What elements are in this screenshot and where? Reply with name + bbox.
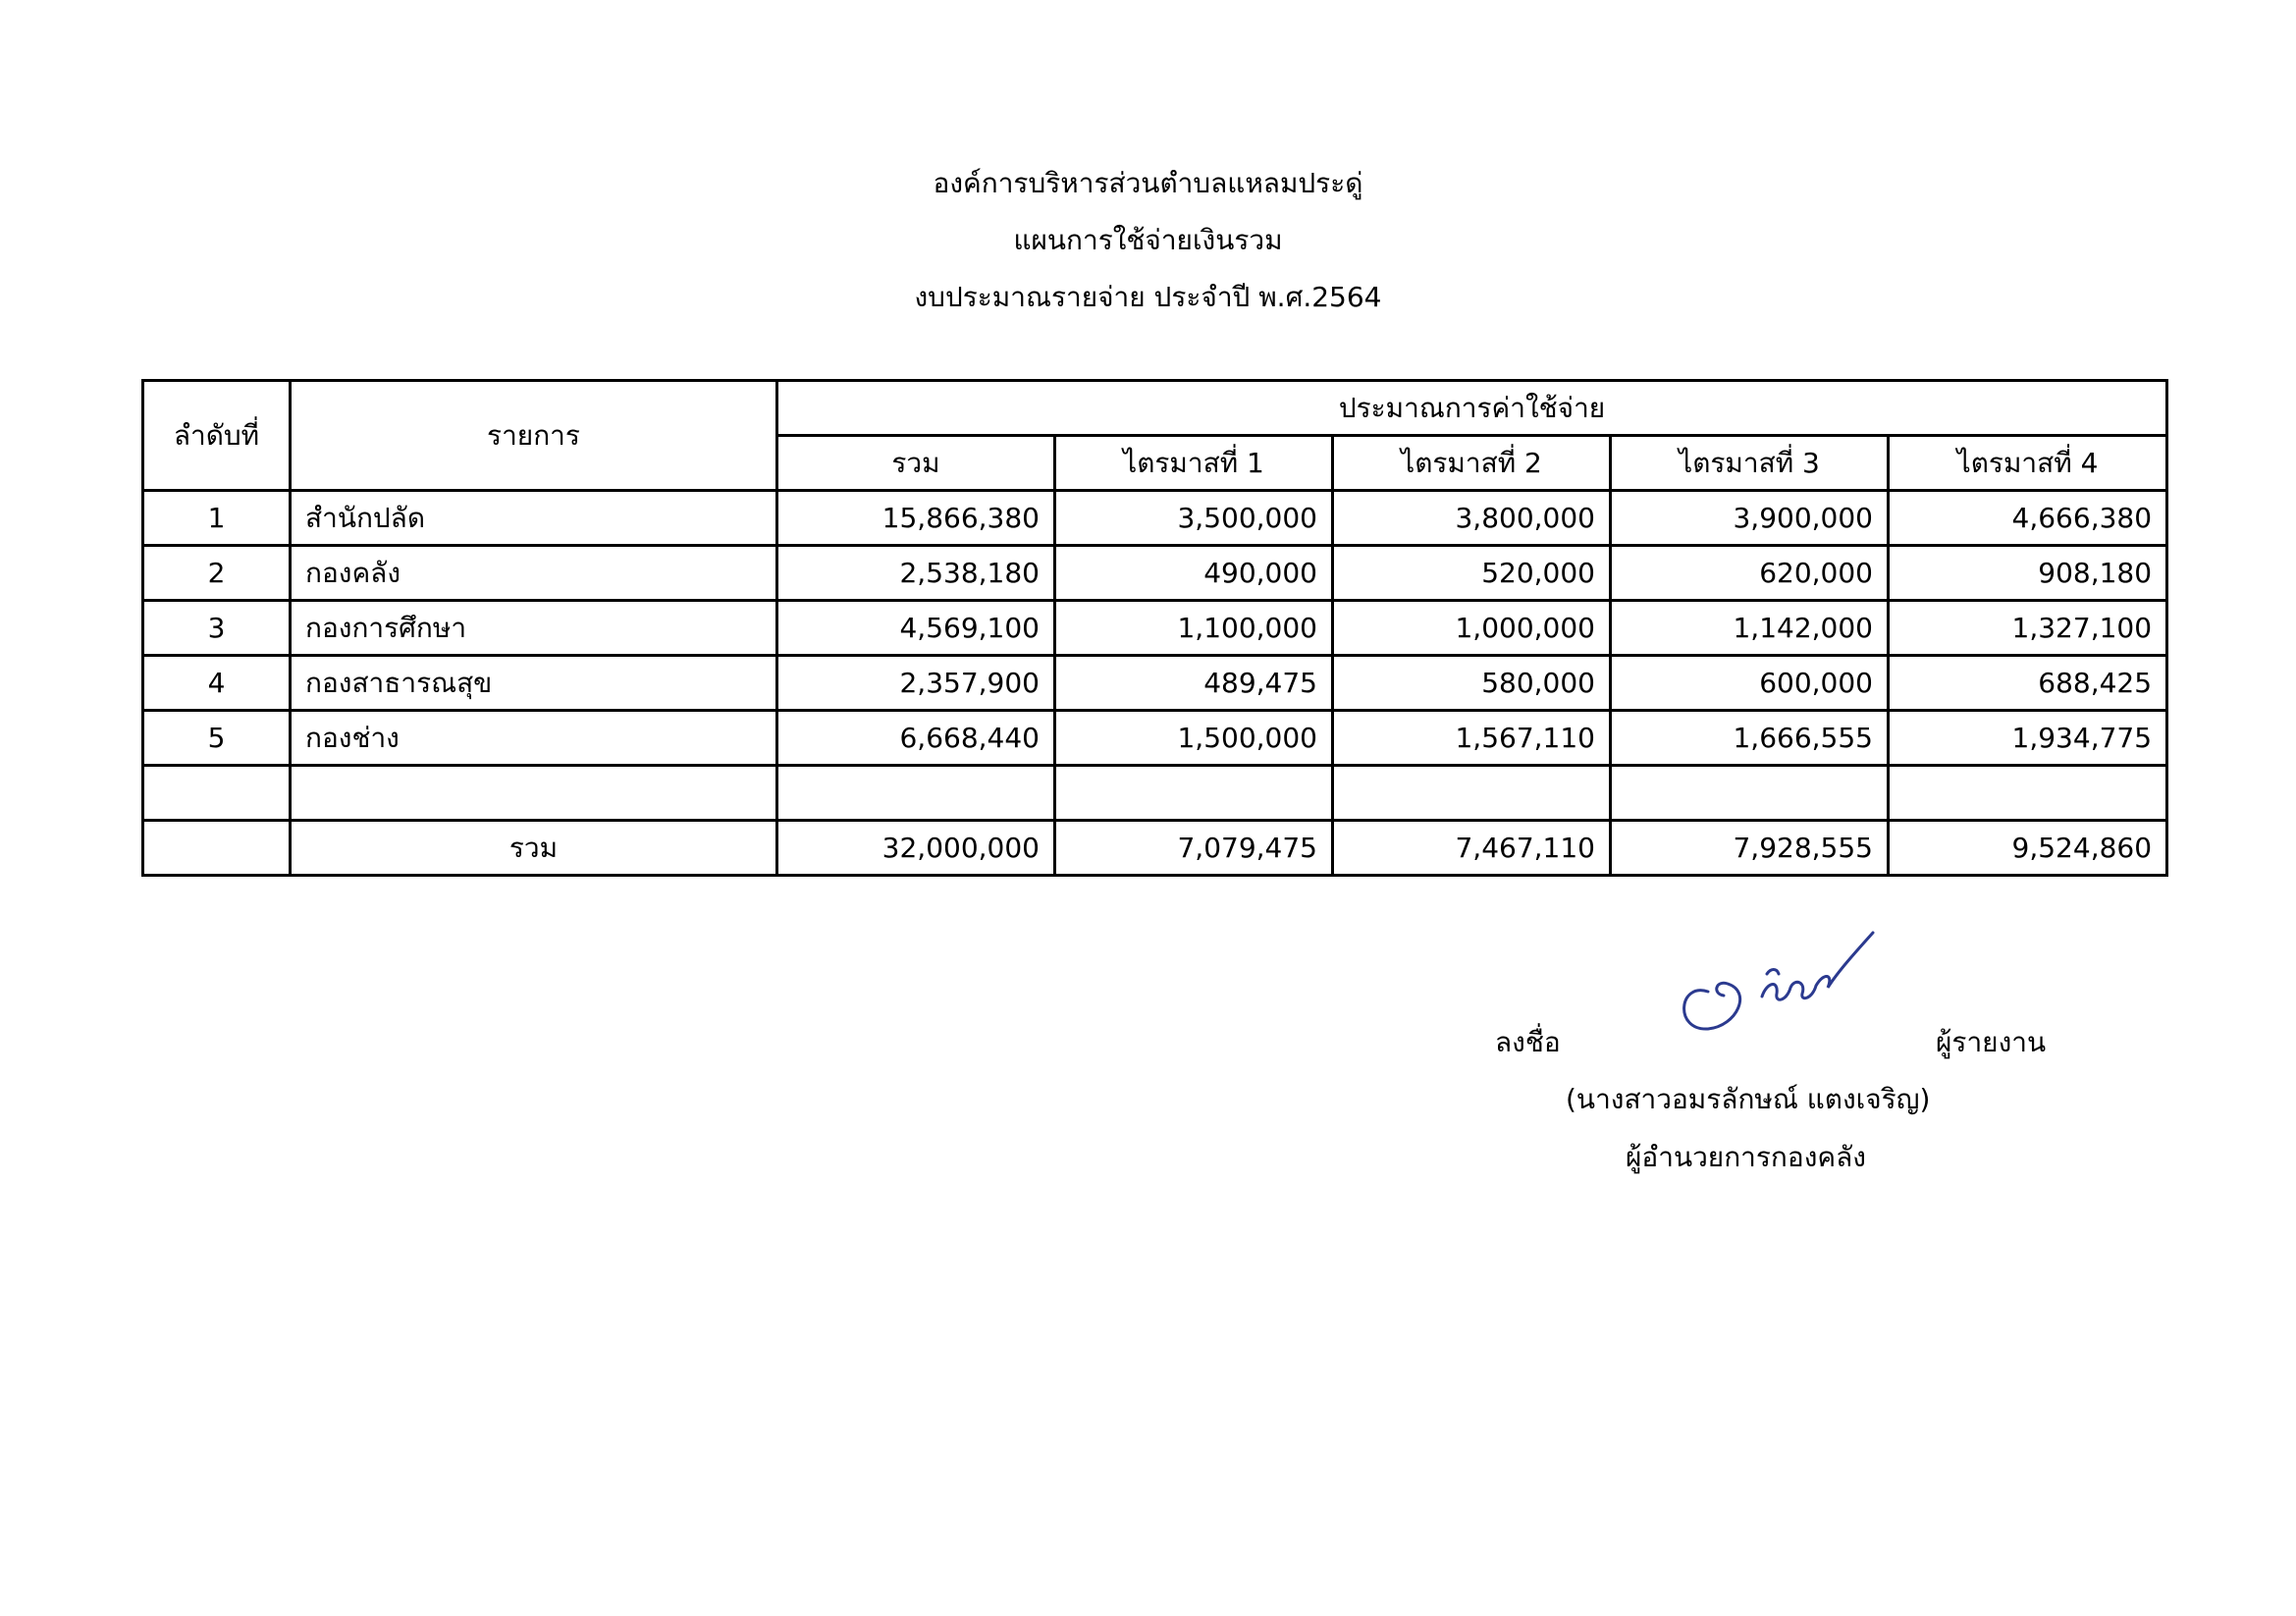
col-header-total: รวม xyxy=(777,436,1055,491)
row-total: 4,569,100 xyxy=(777,601,1055,656)
row-q2: 3,800,000 xyxy=(1333,491,1611,546)
row-item: สำนักปลัด xyxy=(291,491,777,546)
row-total: 2,357,900 xyxy=(777,656,1055,711)
row-item: กองช่าง xyxy=(291,711,777,766)
col-header-no: ลำดับที่ xyxy=(143,381,291,491)
summary-q1: 7,079,475 xyxy=(1055,821,1333,876)
row-q3: 620,000 xyxy=(1611,546,1889,601)
row-q2: 520,000 xyxy=(1333,546,1611,601)
col-header-q2: ไตรมาสที่ 2 xyxy=(1333,436,1611,491)
row-total xyxy=(777,766,1055,821)
row-no: 3 xyxy=(143,601,291,656)
row-q4: 1,934,775 xyxy=(1889,711,2167,766)
row-q4: 908,180 xyxy=(1889,546,2167,601)
summary-q4: 9,524,860 xyxy=(1889,821,2167,876)
row-q3: 3,900,000 xyxy=(1611,491,1889,546)
row-q2: 580,000 xyxy=(1333,656,1611,711)
row-total: 6,668,440 xyxy=(777,711,1055,766)
row-q4 xyxy=(1889,766,2167,821)
col-header-q1: ไตรมาสที่ 1 xyxy=(1055,436,1333,491)
row-no: 4 xyxy=(143,656,291,711)
org-name: องค์การบริหารส่วนตำบลแหลมประดู่ xyxy=(933,167,1363,199)
row-q3: 1,666,555 xyxy=(1611,711,1889,766)
table-row xyxy=(143,711,2167,766)
col-header-q3: ไตรมาสที่ 3 xyxy=(1611,436,1889,491)
row-q1: 490,000 xyxy=(1055,546,1333,601)
document-subtitle: งบประมาณรายจ่าย ประจำปี พ.ศ.2564 xyxy=(914,281,1382,313)
row-item: กองการศึกษา xyxy=(291,601,777,656)
row-q4: 1,327,100 xyxy=(1889,601,2167,656)
summary-blank xyxy=(143,821,291,876)
row-total: 15,866,380 xyxy=(777,491,1055,546)
budget-table xyxy=(141,379,2168,877)
summary-label: รวม xyxy=(291,821,777,876)
row-q1: 3,500,000 xyxy=(1055,491,1333,546)
summary-q2: 7,467,110 xyxy=(1333,821,1611,876)
row-item: กองคลัง xyxy=(291,546,777,601)
row-no: 5 xyxy=(143,711,291,766)
signer-position: ผู้อำนวยการกองคลัง xyxy=(1626,1141,1866,1173)
row-q2: 1,567,110 xyxy=(1333,711,1611,766)
sign-label: ลงชื่อ xyxy=(1495,1026,1561,1058)
row-total: 2,538,180 xyxy=(777,546,1055,601)
summary-row xyxy=(143,821,2167,876)
table-row xyxy=(143,491,2167,546)
document-header xyxy=(0,155,2296,326)
table-row xyxy=(143,546,2167,601)
row-no: 1 xyxy=(143,491,291,546)
row-no: 2 xyxy=(143,546,291,601)
row-q2 xyxy=(1333,766,1611,821)
handwritten-signature xyxy=(1669,923,1885,1050)
col-header-group: ประมาณการค่าใช้จ่าย xyxy=(777,381,2167,436)
col-header-item: รายการ xyxy=(291,381,777,491)
row-q3: 600,000 xyxy=(1611,656,1889,711)
row-q3: 1,142,000 xyxy=(1611,601,1889,656)
row-q3 xyxy=(1611,766,1889,821)
table-row-empty xyxy=(143,766,2167,821)
row-q1: 1,500,000 xyxy=(1055,711,1333,766)
summary-total: 32,000,000 xyxy=(777,821,1055,876)
row-q4: 688,425 xyxy=(1889,656,2167,711)
row-item xyxy=(291,766,777,821)
row-q4: 4,666,380 xyxy=(1889,491,2167,546)
signer-name: (นางสาวอมรลักษณ์ แตงเจริญ) xyxy=(1566,1083,1931,1115)
row-q1: 1,100,000 xyxy=(1055,601,1333,656)
document-title: แผนการใช้จ่ายเงินรวม xyxy=(1013,224,1283,256)
row-q1 xyxy=(1055,766,1333,821)
row-q1: 489,475 xyxy=(1055,656,1333,711)
row-q2: 1,000,000 xyxy=(1333,601,1611,656)
table-row xyxy=(143,656,2167,711)
table-row xyxy=(143,601,2167,656)
reporter-label: ผู้รายงาน xyxy=(1936,1026,2047,1058)
summary-q3: 7,928,555 xyxy=(1611,821,1889,876)
row-item: กองสาธารณสุข xyxy=(291,656,777,711)
row-no xyxy=(143,766,291,821)
col-header-q4: ไตรมาสที่ 4 xyxy=(1889,436,2167,491)
